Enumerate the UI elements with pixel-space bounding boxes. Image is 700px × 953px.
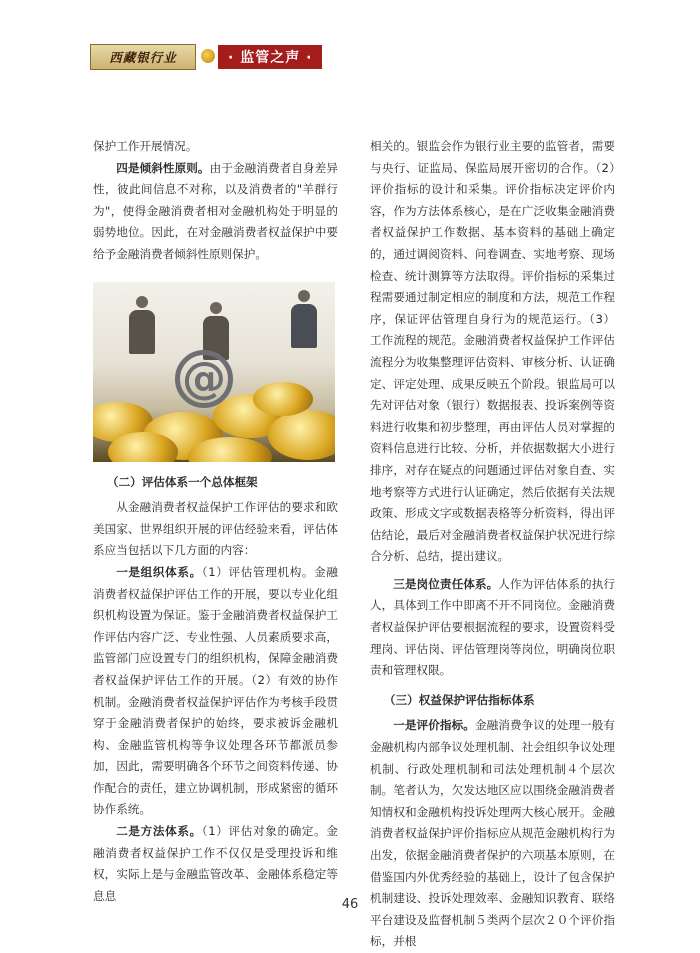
coin: [268, 410, 335, 460]
paragraph: [93, 562, 338, 821]
figurine: [291, 290, 317, 356]
paragraph-lead: 三是岗位责任体系。: [393, 576, 499, 591]
paragraph-text: 由于金融消费者自身差异性，彼此间信息不对称，以及消费者的"羊群行为"，使得金融消费者相对金融机构处于明显的弱势地位。因此，在对金融消费者权益保护中要给予金融消费者倾斜性原则保护。: [93, 160, 338, 261]
paragraph-text: （1）评估管理机构。金融消费者权益保护评估工作的开展，要以专业化组织机构设置为保证。鉴于金融消费者权益保护工作评估内容广泛、专业性强、人员素质要求高，监管部门应设置专门的组织机构，保障金融消费者权益保护评估工作的开展。（2）有效的协作机制。金融消费者权益保护评估作为考核手段贯穿于金融消费者保护的始终，要求被诉金融机构、金融监管机构等争议处理各环节都派员参加，因此，需要明确各个环节之间资料传递、协作配合的责任，建立协调机制，形成紧密的循环协作系统。: [93, 564, 338, 817]
seal-icon: [198, 45, 218, 69]
section-tag: · 监管之声 ·: [218, 45, 322, 69]
paragraph-text: 人作为评估体系的执行人，具体到工作中即离不开不同岗位。金融消费者权益保护评估要根据流程的要求，设置资料受理岗、评估岗、评估管理岗等岗位，明确岗位职责和管理权限。: [370, 576, 615, 678]
brand-text: 西藏银行业: [109, 50, 177, 65]
paragraph: 从金融消费者权益保护工作评估的要求和欧美国家、世界组织开展的评估经验来看，评估体系应当包括以下几方面的内容：: [93, 500, 338, 558]
left-column: [93, 136, 338, 907]
paragraph-lead: 一是评价指标。: [393, 718, 475, 733]
page-header: [90, 44, 322, 70]
section-heading: （三）权益保护评估指标体系: [383, 692, 535, 707]
at-sign-icon: @: [175, 350, 233, 408]
paragraph-lead: 一是组织体系。: [116, 564, 202, 579]
paragraph-text: 金融消费争议的处理一般有金融机构内部争议处理机制、社会组织争议处理机制、行政处理机制和司法处理机制４个层次制。笔者认为，欠发达地区应以围绕金融消费者知情权和金融机构投诉处理两大核心展开。金融消费者权益保护评价指标应从规范金融机构行为出发，依据金融消费者保护的六项基本原则，在借鉴国内外优秀经验的基础上，设计了包含保护机制建设、投诉处理效率、金融知识教育、联络平台建设及监督机制５类两个层次２０个评价指标，并根: [370, 718, 615, 949]
coin: [253, 382, 313, 416]
article-photo: [93, 282, 335, 462]
paragraph: 相关的。银监会作为银行业主要的监管者，需要与央行、证监局、保监局展开密切的合作。（2）评价指标的设计和采集。评价指标决定评价内容，作为方法体系核心，是在广泛收集金融消费者权益保护工作数据、基本资料的基础上确定的，通过调阅资料、问卷调查、实地考察、现场检查、统计测算等方法取得。评价指标的采集过程需要通过制定相应的制度和方法，规范工作程序，保证评估管理自身行为的规范运行。（3）工作流程的规范。金融消费者权益保护工作评估流程分为收集整理评估资料、审核分析、认证确定、评定处理、成果反映五个阶段。银监局可以先对评估对象（银行）数据报表、投诉案例等资料进行收集和初步整理，再由评估人员对掌握的资料信息进行比较、分析，并依据数据大小进行排序，对存在疑点的问题通过评估对象自查、实地考察等方式进行认证确定，然后依据有关法规政策、形成文字或数据表格等分析资料，得出评估结论，最后对金融消费者权益保护状况进行综合分析、总结，提出建议。: [370, 139, 615, 564]
section-heading: （二）评估体系一个总体框架: [106, 474, 258, 489]
brand-logo: [90, 44, 196, 70]
right-column: [370, 136, 615, 953]
paragraph: [93, 821, 338, 907]
page-number: 46: [341, 897, 359, 912]
paragraph-lead: 二是方法体系。: [116, 824, 202, 839]
paragraph: [370, 715, 615, 953]
paragraph: 保护工作开展情况。: [93, 139, 198, 153]
paragraph-lead: 四是倾斜性原则。: [116, 160, 210, 175]
figurine: [129, 296, 155, 362]
paragraph: [370, 574, 615, 682]
paragraph-text: （1）评估对象的确定。金融消费者权益保护工作不仅仅是受理投诉和维权，实际上是与金融监管改革、金融体系稳定等息息: [93, 824, 338, 903]
paragraph: [93, 158, 338, 266]
